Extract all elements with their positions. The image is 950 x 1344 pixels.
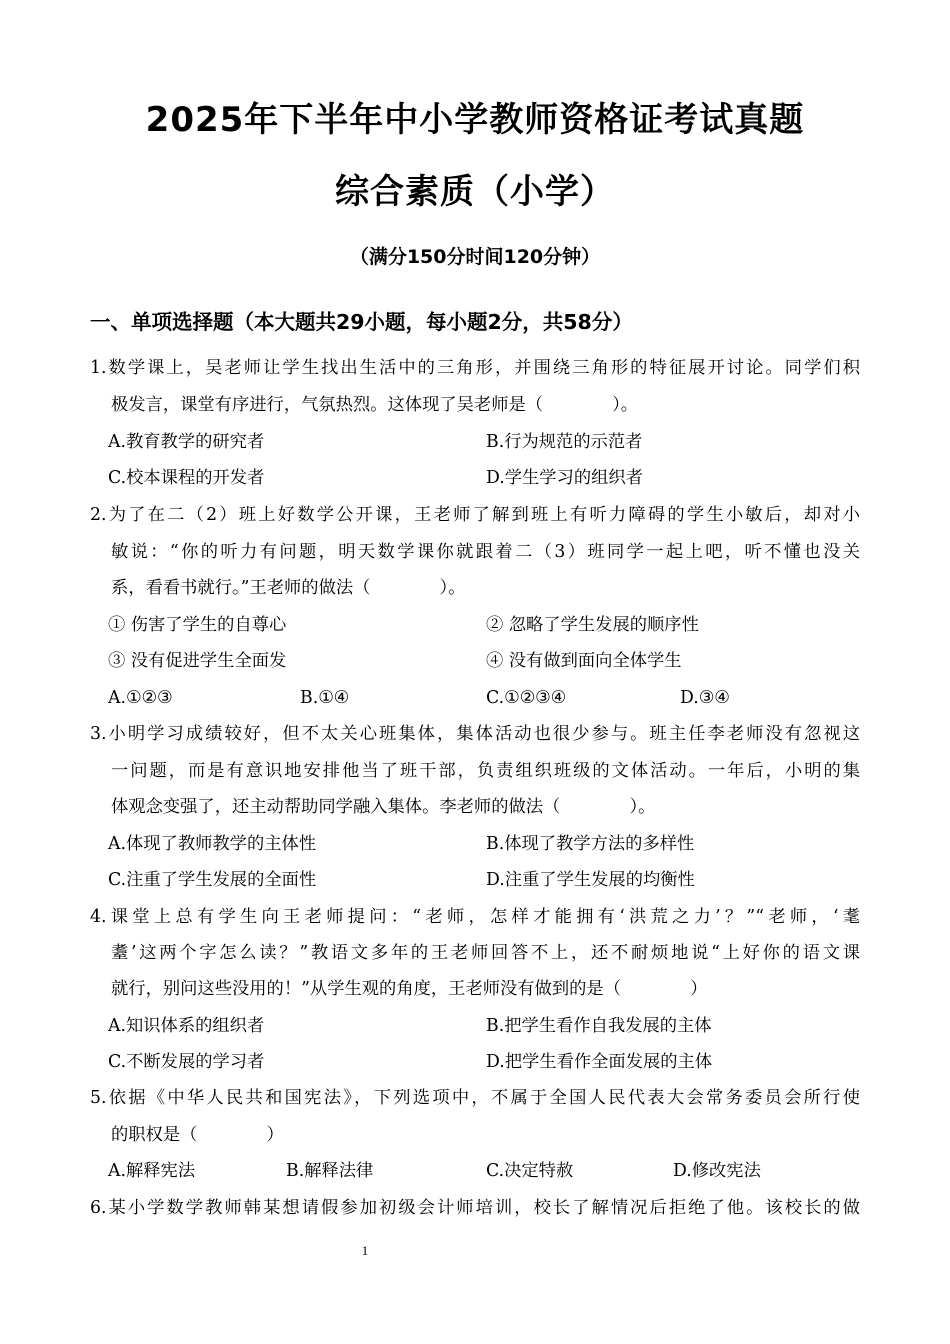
option-c: C.注重了学生发展的全面性 — [108, 870, 317, 890]
option-a: A.解释宪法 — [108, 1161, 196, 1181]
question-text-line: 耋’这两个字怎么读？”教语文多年的王老师回答不上，还不耐烦地说“上好你的语文课 — [111, 943, 860, 963]
option-d: D.学生学习的组织者 — [486, 468, 643, 488]
question-text-line: 6.某小学数学教师韩某想请假参加初级会计师培训，校长了解情况后拒绝了他。该校长的做 — [90, 1198, 860, 1218]
question-text-line: 一问题，而是有意识地安排他当了班干部，负责组织班级的文体活动。一年后，小明的集 — [111, 761, 860, 781]
option-c: C.决定特赦 — [486, 1161, 574, 1181]
question-text-line: 极发言，课堂有序进行，气氛热烈。这体现了吴老师是（ ）。 — [111, 395, 639, 415]
option-b: B.体现了教学方法的多样性 — [486, 834, 695, 854]
statement-2: ② 忽略了学生发展的顺序性 — [486, 615, 699, 635]
option-b: B.①④ — [300, 688, 350, 708]
question-text-line: 3.小明学习成绩较好，但不太关心班集体，集体活动也很少参与。班主任李老师没有忽视这 — [90, 724, 860, 744]
statement-4: ④ 没有做到面向全体学生 — [486, 651, 682, 671]
question-text-line: 1.数学课上，吴老师让学生找出生活中的三角形，并围绕三角形的特征展开讨论。同学们积 — [90, 358, 860, 378]
option-b: B.把学生看作自我发展的主体 — [486, 1016, 712, 1036]
section-heading: 一、单项选择题（本大题共29小题，每小题2分，共58分） — [90, 310, 633, 334]
subtitle: 综合素质（小学） — [335, 172, 615, 212]
question-text-line: 2.为了在二（2）班上好数学公开课，王老师了解到班上有听力障碍的学生小敏后，却对小 — [90, 505, 860, 525]
option-d: D.把学生看作全面发展的主体 — [486, 1052, 713, 1072]
option-d: D.修改宪法 — [673, 1161, 761, 1181]
question-text-line: 5.依据《中华人民共和国宪法》，下列选项中，不属于全国人民代表大会常务委员会所行使 — [90, 1088, 860, 1108]
option-c: C.校本课程的开发者 — [108, 468, 265, 488]
option-a: A.教育教学的研究者 — [108, 432, 265, 452]
option-a: A.知识体系的组织者 — [108, 1016, 265, 1036]
main-title: 2025年下半年中小学教师资格证考试真题 — [145, 100, 805, 140]
question-text-line: 系，看看书就行。”王老师的做法（ ）。 — [111, 578, 466, 598]
option-b: B.行为规范的示范者 — [486, 432, 643, 452]
option-c: C.①②③④ — [486, 688, 567, 708]
statement-1: ① 伤害了学生的自尊心 — [108, 615, 287, 635]
question-text-line: 体观念变强了，还主动帮助同学融入集体。李老师的做法（ ）。 — [111, 797, 656, 817]
statement-3: ③ 没有促进学生全面发 — [108, 651, 287, 671]
option-c: C.不断发展的学习者 — [108, 1052, 265, 1072]
question-text-line: 4.课堂上总有学生向王老师提问：“老师，怎样才能拥有‘洪荒之力’？”“老师，‘耄 — [90, 907, 860, 927]
question-text-line: 敏说：“你的听力有问题，明天数学课你就跟着二（3）班同学一起上吧，听不懂也没关 — [111, 542, 860, 562]
question-text-line: 的职权是（ ） — [111, 1125, 284, 1145]
score-info: （满分150分时间120分钟） — [349, 246, 601, 268]
option-d: D.注重了学生发展的均衡性 — [486, 870, 695, 890]
option-a: A.体现了教师教学的主体性 — [108, 834, 317, 854]
option-d: D.③④ — [680, 688, 730, 708]
option-a: A.①②③ — [108, 688, 173, 708]
option-b: B.解释法律 — [286, 1161, 374, 1181]
page-number: 1 — [361, 1243, 369, 1258]
question-text-line: 就行，别问这些没用的！”从学生观的角度，王老师没有做到的是（ ） — [111, 979, 708, 999]
